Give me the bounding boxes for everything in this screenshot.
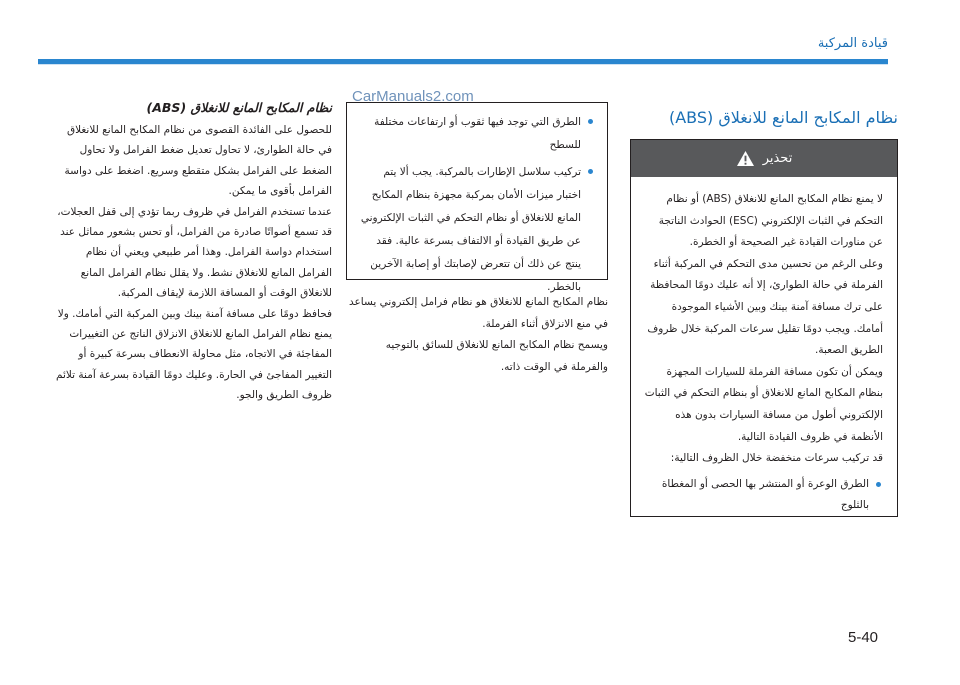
warning-body — [631, 177, 897, 517]
warning-triangle-icon — [736, 150, 755, 167]
warning-bullet: الطرق الوعرة أو المنتشر بها الحصى أو المغطاة بالثلوج — [643, 474, 883, 517]
body-paragraph: للحصول على الفائدة القصوى من نظام المكابح المانع للانغلاق في حالة الطوارئ، لا تحاول تعديل ضغط الفرامل ولا تحاول الضغط على الفرامل بشكل متقطع وسريع. اضغط على دواسة الفرامل بأقوى ما يمكن. — [64, 124, 332, 198]
warning-paragraph: قد تركيب سرعات منخفضة خلال الظروف التالية: — [670, 452, 883, 465]
note-bullet-list — [359, 111, 595, 299]
warning-paragraph: ويمكن أن تكون مسافة الفرملة للسيارات المجهزة بنظام المكابح المانع للانغلاق أو بنظام التحكم في الثبات الإلكتروني أطول من مسافة السيارات بدون هذه الأنظمة في ظروف القيادة التالية. — [644, 365, 883, 443]
note-box — [346, 102, 608, 293]
header-title: قيادة المركبة — [817, 36, 888, 51]
warning-label: تحذير — [762, 151, 793, 166]
warning-paragraph: لا يمنع نظام المكابح المانع للانغلاق (ABS) أو نظام التحكم في الثبات الإلكتروني (ESC) الحوادث الناتجة عن مناورات القيادة غير الصحيحة أو الخطرة. — [658, 193, 883, 249]
note-bullet: تركيب سلاسل الإطارات بالمركبة. يجب ألا يتم اختبار ميزات الأمان بمركبة مجهزة بنظام المكابح المانع للانغلاق أو نظام التحكم في الثبات الإلكتروني عن طريق القيادة أو الالتفاف بسرعة عالية. فقد ينتج عن ذلك أن تتعرض لإصابتك أو إصابة الآخرين بالخطر. — [359, 161, 595, 299]
subsection-title: نظام المكابح المانع للانغلاق (ABS) — [146, 100, 332, 115]
body-paragraph: عندما تستخدم الفرامل في ظروف ربما تؤدي إلى قفل العجلات، قد تسمع أصواتًا صادرة من الفرامل، أو تحس بشعور مماثل عند استخدام دواسة الفرامل. وهذا أمر طبيعي ويعني أن نظام الفرامل المانع للانغلاق نشط. ولا يقلل نظام الفرامل المانع للانغلاق الوقت أو المسافة اللازمة لإيقاف المركبة. — [57, 205, 332, 300]
right-column — [628, 100, 898, 517]
watermark: CarManuals2.com — [352, 88, 474, 105]
page-number: 5-40 — [848, 629, 879, 646]
body-paragraph: نظام المكابح المانع للانغلاق هو نظام فرامل إلكتروني يساعد في منع الانزلاق أثناء الفرملة. — [349, 296, 608, 330]
section-title: نظام المكابح المانع للانغلاق (ABS) — [668, 108, 898, 127]
note-bullet: الطرق التي توجد فيها ثقوب أو ارتفاعات مختلفة للسطح — [359, 111, 595, 157]
left-column — [54, 100, 332, 406]
warning-box — [630, 139, 898, 517]
body-paragraph: فحافظ دومًا على مسافة آمنة بينك وبين المركبة التي أمامك. ولا يمنع نظام الفرامل المانع للانغلاق الانزلاق الناتج عن التغييرات المفاجئة في الاتجاه، مثل محاولة الانعطاف بسرعة كبيرة أو التغيير المفاجئ في الحارة. وعليك دومًا القيادة بسرعة آمنة تلائم ظروف الطريق والجو. — [55, 307, 332, 402]
warning-paragraph: وعلى الرغم من تحسين مدى التحكم في المركبة أثناء الفرملة في حالة الطوارئ، إلا أنه عليك دومًا المحافظة على ترك مسافة آمنة بينك وبين الأشياء الموجودة أمامك. ويجب دومًا تقليل سرعات المركبة خلال ظروف الطريق الصعبة. — [647, 257, 883, 357]
middle-column — [346, 102, 608, 378]
warning-header — [631, 140, 897, 177]
middle-text — [346, 292, 608, 378]
body-paragraph: ويسمح نظام المكابح المانع للانغلاق للسائق بالتوجيه والفرملة في الوقت ذاته. — [385, 339, 608, 373]
warning-bullet-list — [643, 474, 883, 517]
header-rule-thin — [38, 64, 888, 65]
